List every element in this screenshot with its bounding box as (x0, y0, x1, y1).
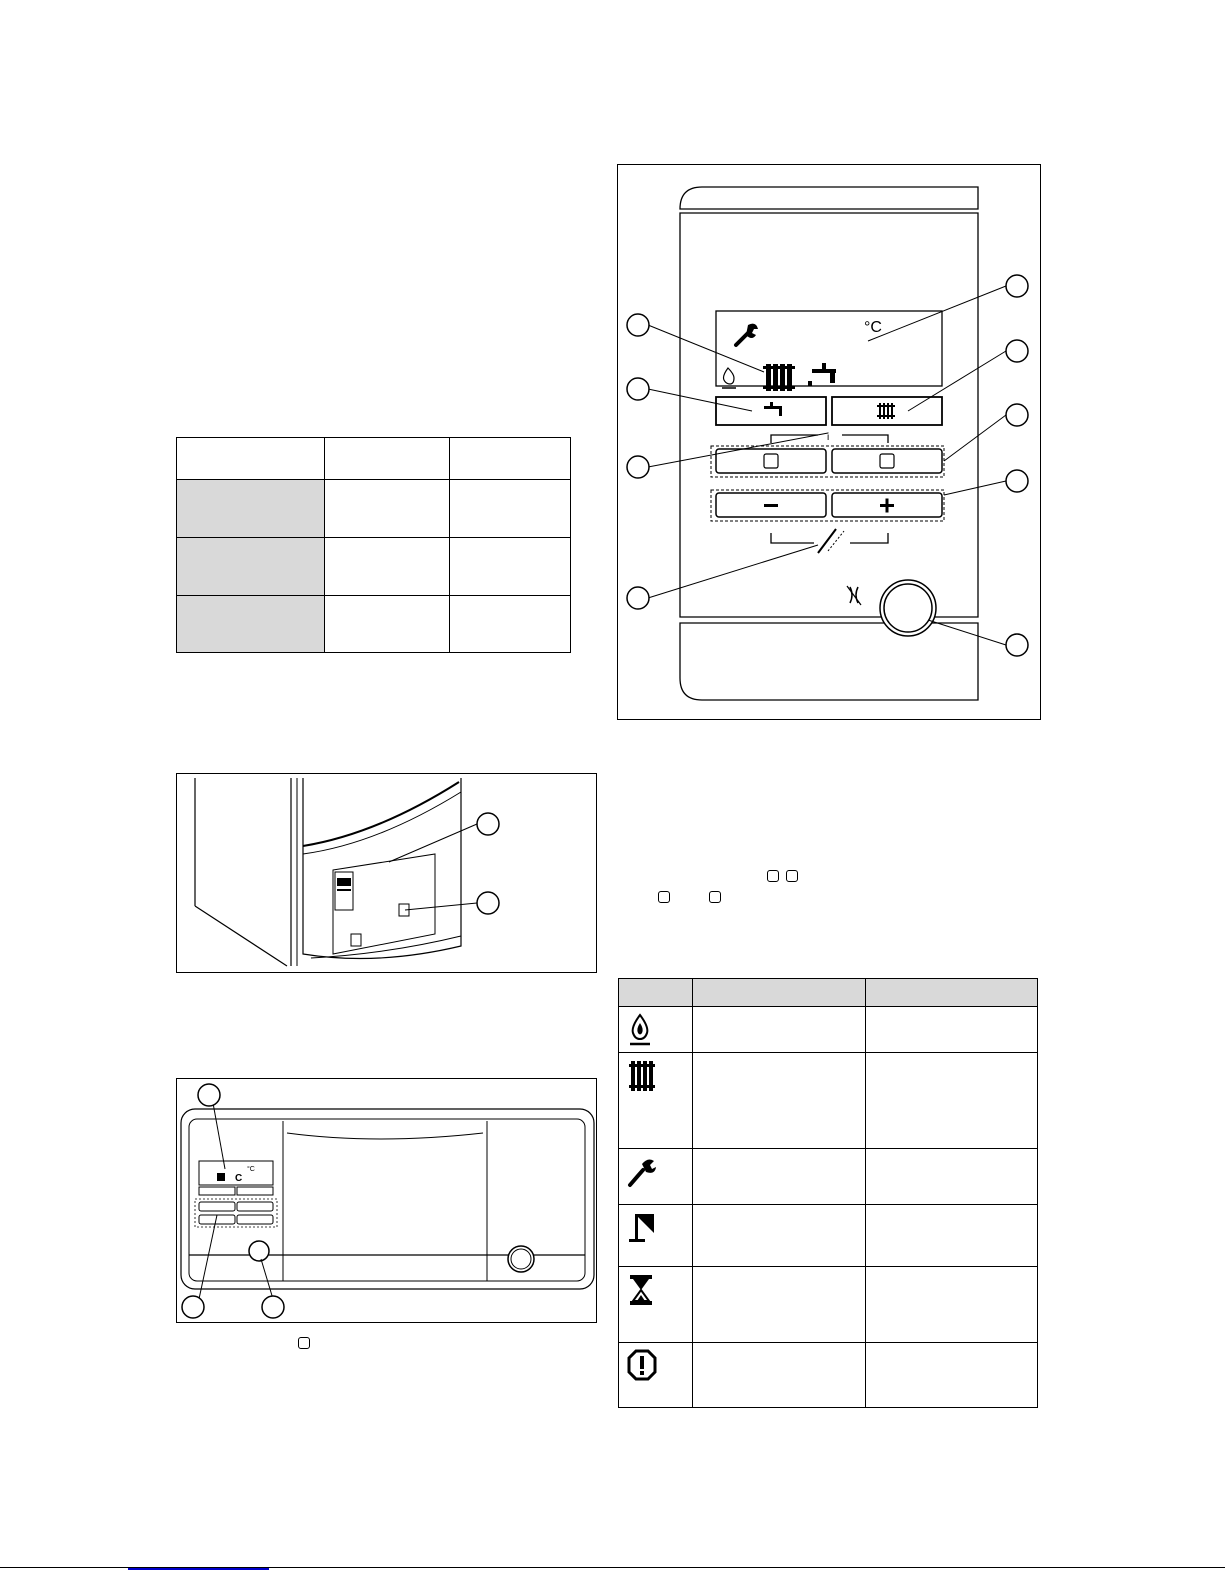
reset-button (880, 580, 936, 636)
symbol-cell (693, 1007, 866, 1053)
symbol-header-cell (619, 979, 693, 1007)
plus-key-icon (709, 891, 721, 903)
table-header-cell (177, 438, 325, 480)
table-header-cell (325, 438, 450, 480)
symbol-cell (619, 1007, 693, 1053)
symbol-cell (866, 1149, 1038, 1205)
warning-icon (627, 1349, 657, 1383)
symbol-cell (693, 1267, 866, 1343)
front-panel-drawing (177, 1079, 598, 1324)
table-cell (450, 480, 571, 538)
radiator-icon (627, 1059, 657, 1093)
left-selection-key (716, 449, 826, 473)
table-cell (325, 596, 450, 653)
control-panel-figure (617, 164, 1041, 720)
symbol-cell (619, 1343, 693, 1408)
symbol-table (618, 978, 1038, 1408)
flame-icon (627, 1013, 657, 1047)
table-cell (325, 538, 450, 596)
symbol-cell (619, 1267, 693, 1343)
front-panel-figure (176, 1078, 597, 1323)
table-label-cell (177, 480, 325, 538)
table-cell (450, 538, 571, 596)
chimney-sweep-icon (818, 529, 844, 553)
mini-temp-unit: °C (247, 1166, 255, 1173)
footer-link-underline[interactable] (128, 1568, 269, 1570)
table-cell (450, 596, 571, 653)
svg-text:C: C (235, 1173, 243, 1184)
minus-key-icon (658, 891, 670, 903)
table-header-cell (450, 438, 571, 480)
table-label-cell (177, 538, 325, 596)
selection-key-icon (786, 870, 798, 882)
hot-water-button (716, 397, 826, 425)
symbol-cell (866, 1267, 1038, 1343)
symbol-cell (619, 1053, 693, 1149)
symbol-cell (866, 1343, 1038, 1408)
table-cell (325, 480, 450, 538)
symbol-cell (693, 1205, 866, 1267)
top-left-table (176, 437, 571, 653)
info-i-label: i (827, 432, 830, 443)
symbol-cell (693, 1343, 866, 1408)
control-panel-drawing (618, 165, 1042, 721)
hourglass-icon (627, 1273, 657, 1307)
symbol-cell (866, 1205, 1038, 1267)
right-selection-key (832, 449, 942, 473)
symbol-cell (693, 1053, 866, 1149)
symbol-cell (866, 1007, 1038, 1053)
boiler-figure (176, 773, 597, 973)
table-label-cell (177, 596, 325, 653)
wrench-icon (627, 1155, 657, 1189)
symbol-cell (619, 1205, 693, 1267)
symbol-header-cell (693, 979, 866, 1007)
symbol-cell (619, 1149, 693, 1205)
temp-unit-label: °C (864, 319, 882, 336)
hourglass-key-icon (298, 1337, 310, 1349)
symbol-header-cell (866, 979, 1038, 1007)
reset-flame-icon (847, 586, 861, 605)
selection-key-icon (767, 870, 779, 882)
boiler-drawing (177, 774, 598, 974)
symbol-cell (693, 1149, 866, 1205)
symbol-cell (866, 1053, 1038, 1149)
tap-blocked-icon (627, 1211, 657, 1245)
